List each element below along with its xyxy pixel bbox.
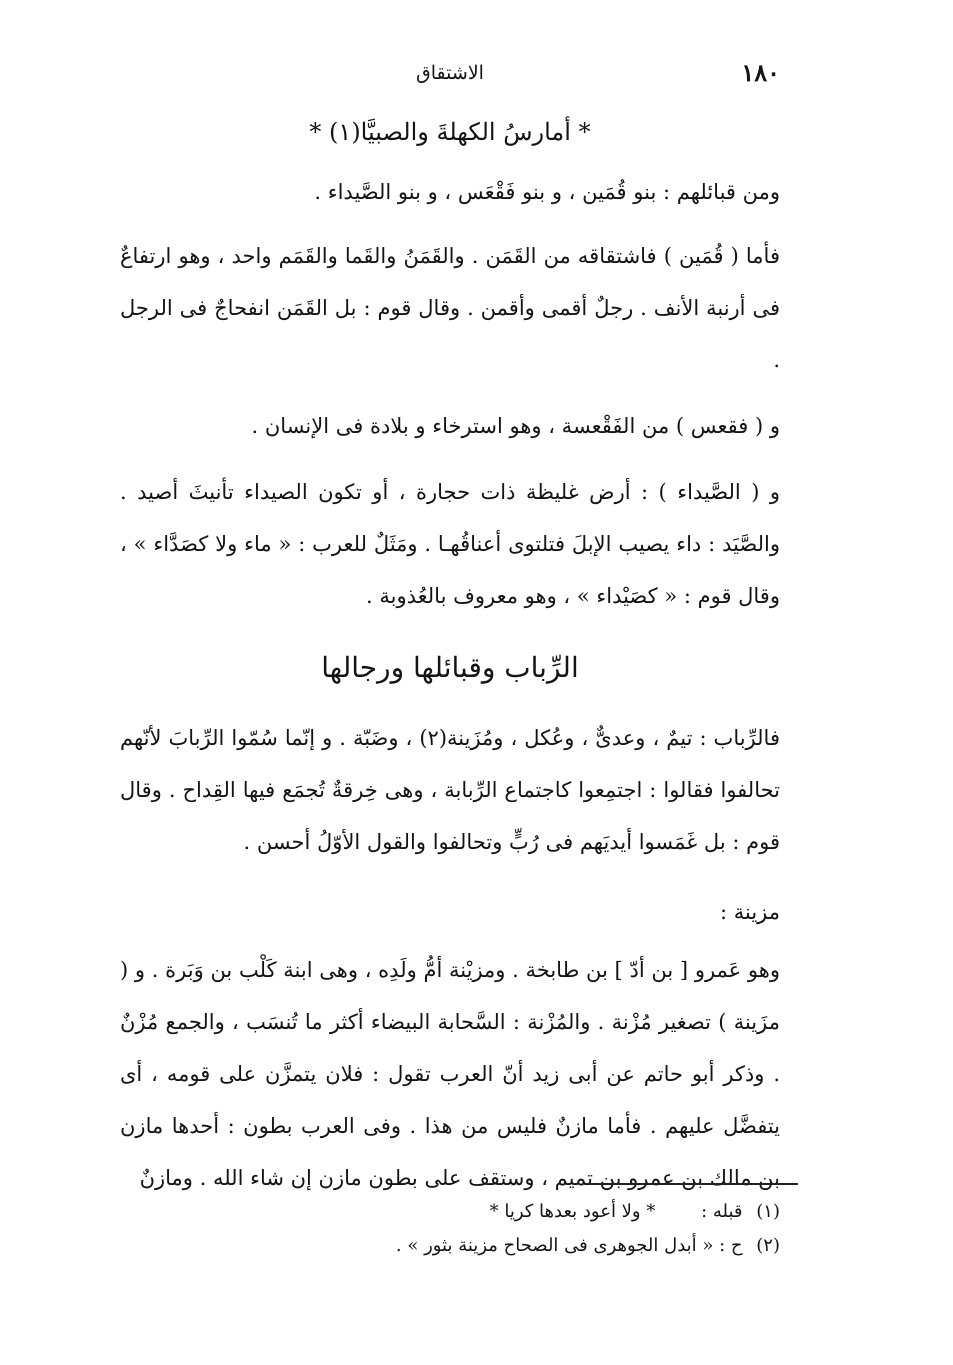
footnote-text: « أبدل الجوهرى فى الصحاح مزينة بثور » . [395, 1235, 714, 1256]
page-body [120, 110, 780, 1204]
page-number: ١٨٠ [741, 58, 780, 87]
paragraph-qumayn: فأما ( قُمَين ) فاشتقاقه من القَمَن . والقَمَنُ والقَما والقَمَم واحد ، وهو ارتفاعٌ فى أرنبة الأنف . رجلٌ أقمى وأقمن . وقال قوم : بل القَمَن انفحاجٌ فى الرجل . [120, 244, 780, 372]
section-title: الرِّباب وقبائلها ورجالها [321, 651, 579, 684]
paragraph-muzayna: وهو عَمرو [ بن أدّ ] بن طابخة . ومزيْنة أمُّ ولَدِه ، وهى ابنة كَلْب بن وَبَرة . و ( مزَينة ) تصغير مُزْنة . والمُزْنة : السَّحابة البيضاء أكثر ما تُنسَب ، والجمع مُزْنٌ . وذكر أبو حاتم عن أبى زيد أنّ العرب تقول : فلان يتمزَّن على قومه ، أى يتفضَّل عليهم . فأما مازنٌ فليس من هذا . وفى العرب بطون : أحدها مازن بن مالك بن عمرو بن تميم ، وستقف على بطون مازن إن شاء الله . ومازنٌ [120, 958, 780, 1190]
verse-line: * أمارسُ الكهلةَ والصبيَّا(١) * [309, 118, 591, 146]
footnote-label: ح : [719, 1235, 743, 1256]
sub-heading-muzayna: مزينة : [719, 900, 780, 924]
footnote-label: قبله : [701, 1201, 743, 1222]
running-title: الاشتقاق [416, 62, 484, 84]
footnote-number: (٢) [756, 1235, 780, 1256]
footnote-2 [170, 1229, 780, 1263]
footnotes [170, 1195, 780, 1263]
page-header [120, 58, 780, 92]
paragraph-faqas: و ( فقعس ) من الفَقْعسة ، وهو استرخاء و بلادة فى الإنسان . [251, 414, 780, 438]
paragraph-tribes: ومن قبائلهم : بنو قُمَين ، و بنو فَقْعَس ، و بنو الصَّيداء . [314, 180, 780, 204]
footnote-divider [588, 1183, 798, 1185]
paragraph-ribab: فالرِّباب : تيمٌ ، وعدىٌّ ، وعُكل ، ومُزَينة(٢) ، وضَبّة . و إنّما سُمّوا الرِّبابَ لأنّهم تحالفوا فقالوا : اجتمِعوا كاجتماع الرِّبابة ، وهى خِرقةٌ تُجمَع فيها القِداح . وقال قوم : بل غَمَسوا أيديَهم فى رُبٍّ وتحالفوا والقول الأوّلُ أحسن . [120, 726, 780, 854]
footnote-text: * ولا أعود بعدها كريا * [489, 1201, 656, 1222]
footnote-1 [170, 1195, 780, 1229]
paragraph-saydaa: و ( الصَّيداء ) : أرض غليظة ذات حجارة ، أو تكون الصيداء تأنيثَ أصيد . والصَّيَد : داء يصيب الإبلَ فتلتوى أعناقُهـا . ومَثَلٌ للعرب : « ماء ولا كصَدَّاء » ، وقال قوم : « كصَيْداء » ، وهو معروف بالعُذوبة . [120, 480, 780, 608]
footnote-number: (١) [756, 1201, 780, 1222]
